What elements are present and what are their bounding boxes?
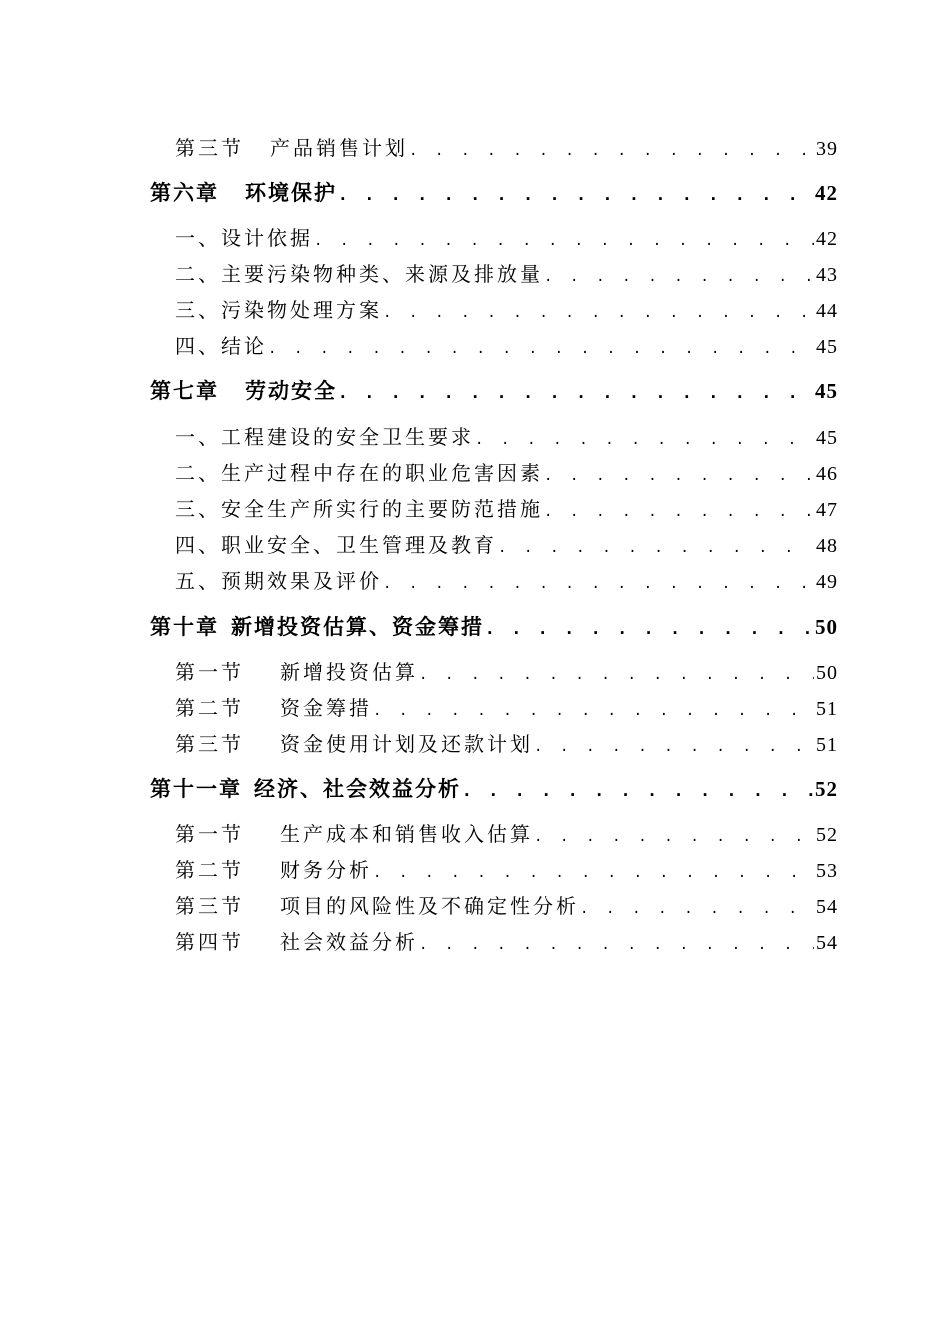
toc-entry-page: 39 <box>816 138 838 160</box>
toc-entry-page: 54 <box>816 932 838 954</box>
toc-leader-dots <box>475 424 814 453</box>
toc-entry-prefix: 第一节 <box>175 822 244 846</box>
toc-entry-page: 47 <box>816 499 838 521</box>
toc-entry-title: 新增投资估算 <box>280 660 418 684</box>
toc-entry-title: 一、工程建设的安全卫生要求 <box>175 425 474 449</box>
toc-entry[interactable] <box>175 493 838 525</box>
toc-entry-page: 45 <box>816 427 838 449</box>
toc-entry-prefix: 第二节 <box>175 858 244 882</box>
toc-entry[interactable] <box>175 421 838 453</box>
toc-leader-dots <box>383 297 814 326</box>
toc-chapter[interactable] <box>150 611 838 643</box>
toc-entry-title: 项目的风险性及不确定性分析 <box>280 894 579 918</box>
toc-entry-page: 53 <box>816 860 838 882</box>
toc-entry[interactable] <box>175 854 838 886</box>
toc-entry[interactable] <box>175 132 838 164</box>
toc-entry-page: 52 <box>816 824 838 846</box>
toc-chapter-title: 新增投资估算、资金筹措 <box>231 614 484 639</box>
toc-leader-dots <box>534 821 814 850</box>
toc-entry-title: 四、结论 <box>175 334 267 358</box>
toc-entry[interactable] <box>175 529 838 561</box>
toc-chapter[interactable] <box>150 375 838 407</box>
toc-entry-page: 49 <box>816 571 838 593</box>
toc-chapter-page: 42 <box>815 181 838 205</box>
toc-chapter-prefix: 第七章 <box>150 378 219 403</box>
toc-entry[interactable] <box>175 330 838 362</box>
toc-entry-title: 资金使用计划及还款计划 <box>280 732 533 756</box>
toc-entry[interactable] <box>175 222 838 254</box>
toc-leader-dots <box>338 179 813 209</box>
toc-entry-title: 财务分析 <box>280 858 372 882</box>
toc-entry[interactable] <box>175 818 838 850</box>
toc-entry-page: 43 <box>816 264 838 286</box>
toc-entry-page: 48 <box>816 535 838 557</box>
toc-entry-title: 产品销售计划 <box>270 136 408 160</box>
toc-entry[interactable] <box>175 890 838 922</box>
toc-chapter-prefix: 第六章 <box>150 180 219 205</box>
toc-leader-dots <box>534 731 814 760</box>
toc-entry[interactable] <box>175 457 838 489</box>
toc-entry-prefix: 第三节 <box>175 894 244 918</box>
toc-entry[interactable] <box>175 926 838 958</box>
toc-entry-prefix: 第三节 <box>175 732 244 756</box>
toc-leader-dots <box>580 893 814 922</box>
toc-entry-title: 二、主要污染物种类、来源及排放量 <box>175 262 543 286</box>
toc-leader-dots <box>338 377 813 407</box>
toc-chapter-prefix: 第十一章 <box>150 776 242 801</box>
toc-chapter[interactable] <box>150 177 838 209</box>
toc-chapter-title: 劳动安全 <box>245 378 337 403</box>
toc-leader-dots <box>485 613 813 643</box>
toc-leader-dots <box>268 333 814 362</box>
toc-chapter-prefix: 第十章 <box>150 614 219 639</box>
toc-leader-dots <box>409 135 814 164</box>
toc-entry-page: 45 <box>816 336 838 358</box>
toc-leader-dots <box>462 775 813 805</box>
toc-chapter[interactable] <box>150 773 838 805</box>
toc-entry-page: 51 <box>816 698 838 720</box>
toc-entry-title: 二、生产过程中存在的职业危害因素 <box>175 461 543 485</box>
toc-leader-dots <box>498 532 814 561</box>
toc-leader-dots <box>373 695 814 724</box>
toc-entry-title: 资金筹措 <box>280 696 372 720</box>
toc-chapter-title: 环境保护 <box>245 180 337 205</box>
toc-leader-dots <box>373 857 814 886</box>
toc-chapter-page: 45 <box>815 379 838 403</box>
toc-entry-title: 五、预期效果及评价 <box>175 569 382 593</box>
toc-chapter-page: 50 <box>815 615 838 639</box>
toc-leader-dots <box>544 496 814 525</box>
toc-leader-dots <box>544 460 814 489</box>
toc-entry[interactable] <box>175 728 838 760</box>
toc-leader-dots <box>383 568 814 597</box>
toc-entry-prefix: 第三节 <box>175 136 244 160</box>
toc-chapter-title: 经济、社会效益分析 <box>254 776 461 801</box>
toc-entry-title: 社会效益分析 <box>280 930 418 954</box>
toc-entry-title: 三、污染物处理方案 <box>175 298 382 322</box>
toc-entry-prefix: 第一节 <box>175 660 244 684</box>
toc-entry-prefix: 第二节 <box>175 696 244 720</box>
toc-entry-page: 51 <box>816 734 838 756</box>
toc-entry-page: 44 <box>816 300 838 322</box>
toc-entry-page: 50 <box>816 662 838 684</box>
toc-entry-title: 三、安全生产所实行的主要防范措施 <box>175 497 543 521</box>
toc-entry-title: 生产成本和销售收入估算 <box>280 822 533 846</box>
toc-entry[interactable] <box>175 294 838 326</box>
toc-leader-dots <box>544 261 814 290</box>
toc-leader-dots <box>419 929 814 958</box>
toc-entry[interactable] <box>175 656 838 688</box>
toc-entry-prefix: 第四节 <box>175 930 244 954</box>
toc-entry-page: 46 <box>816 463 838 485</box>
toc-entry[interactable] <box>175 565 838 597</box>
toc-chapter-page: 52 <box>815 777 838 801</box>
toc-entry-title: 四、职业安全、卫生管理及教育 <box>175 533 497 557</box>
toc-leader-dots <box>419 659 814 688</box>
toc-entry-page: 54 <box>816 896 838 918</box>
toc-entry-page: 42 <box>816 228 838 250</box>
toc-entry-title: 一、设计依据 <box>175 226 313 250</box>
toc-entry[interactable] <box>175 258 838 290</box>
toc-entry[interactable] <box>175 692 838 724</box>
toc-leader-dots <box>314 225 814 254</box>
